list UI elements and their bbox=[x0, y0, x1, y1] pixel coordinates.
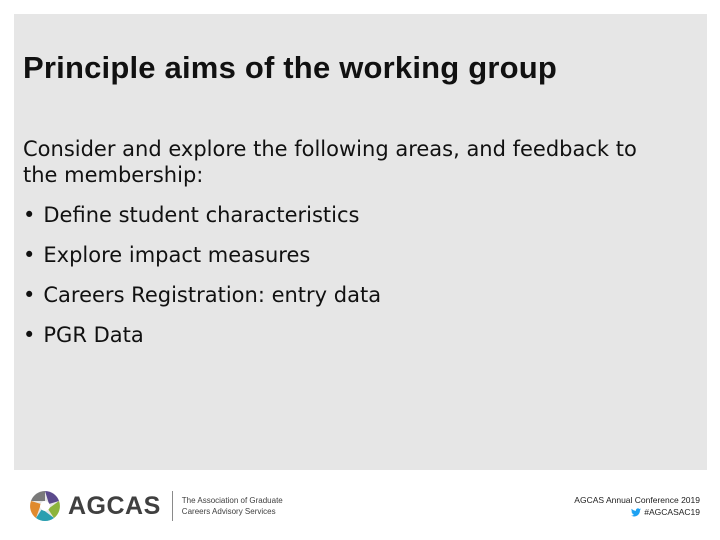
tagline-line-2: Careers Advisory Services bbox=[181, 507, 276, 516]
bullet-marker: • bbox=[23, 283, 36, 307]
bullet-list bbox=[23, 202, 673, 348]
bullet-marker: • bbox=[23, 323, 36, 347]
tagline-line-1: The Association of Graduate bbox=[181, 496, 283, 505]
bullet-text: PGR Data bbox=[43, 323, 144, 347]
bullet-text: Define student characteristics bbox=[43, 203, 360, 227]
hashtag-text: #AGCASAC19 bbox=[644, 507, 700, 517]
slide-title: Principle aims of the working group bbox=[23, 50, 558, 85]
bullet-text: Explore impact measures bbox=[43, 243, 311, 267]
logo-tagline bbox=[182, 495, 283, 517]
intro-text: Consider and explore the following areas, and feedback to the membership: bbox=[23, 137, 637, 187]
bullet-text: Careers Registration: entry data bbox=[43, 283, 382, 307]
conference-name: AGCAS Annual Conference 2019 bbox=[574, 495, 700, 505]
hashtag-row bbox=[574, 506, 700, 518]
logo-divider bbox=[172, 491, 173, 521]
list-item bbox=[23, 242, 673, 268]
list-item bbox=[23, 202, 673, 228]
footer-conference-info bbox=[574, 494, 700, 518]
agcas-logo-icon bbox=[28, 489, 62, 523]
footer-logo bbox=[28, 486, 283, 526]
twitter-icon bbox=[631, 508, 641, 517]
list-item bbox=[23, 322, 673, 348]
slide-body bbox=[23, 136, 673, 362]
logo-text: AGCAS bbox=[68, 491, 161, 520]
bullet-marker: • bbox=[23, 243, 36, 267]
list-item bbox=[23, 282, 673, 308]
bullet-marker: • bbox=[23, 203, 36, 227]
